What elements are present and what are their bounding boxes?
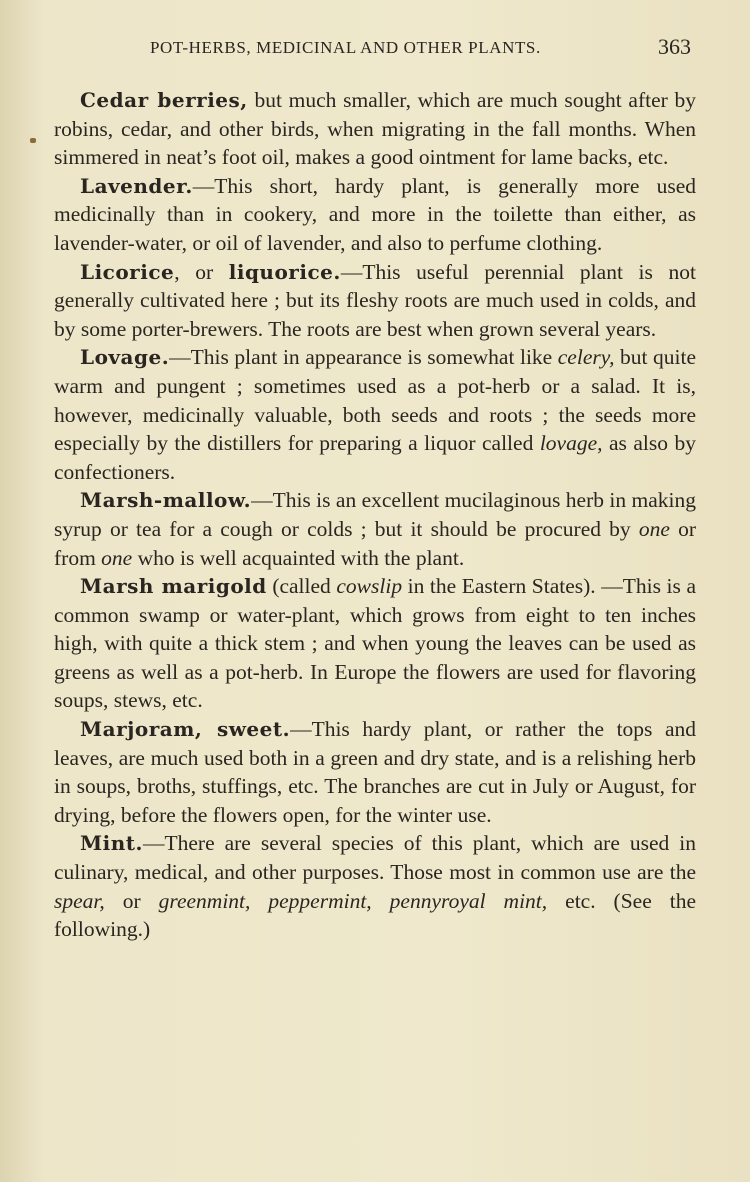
entry-text: —There are several species of this plant, which are used in culinary, medical, and other purposes. Those most in common use are the: [54, 831, 696, 885]
entry-text: but much smaller, which are much sought after by robins, cedar, and other birds, when migrating in the fall months. When simmered in neat’s foot oil, makes a good ointment for lame backs, etc.: [54, 88, 697, 170]
entry-text: who is well acquainted with the plant.: [132, 545, 465, 570]
entry-term: Marjoram, sweet.: [80, 717, 291, 742]
entry-term: Lavender.: [80, 173, 193, 198]
entry-term: Marsh-mallow.: [80, 488, 252, 513]
entry-text: or: [104, 888, 159, 913]
entry-text: as also by confectioners.: [54, 431, 696, 484]
entry-italic: one: [101, 545, 133, 570]
entry-italic: lovage,: [539, 431, 603, 456]
entry-term: Lovage.: [80, 345, 170, 370]
page-header: [150, 34, 695, 64]
entry-mint: [54, 829, 696, 943]
entry-marsh-marigold: [54, 572, 696, 715]
entry-italic: cowslip: [336, 574, 403, 599]
entry-lovage: [54, 343, 696, 486]
entry-text: but quite warm and pungent ; sometimes used as a pot-herb or a salad. It is, however, medicinally valuable, both seeds and roots ; the seeds more especially by the distillers for preparing a liquor called: [54, 345, 697, 456]
entry-text: or from: [54, 516, 696, 570]
entry-term: Licorice: [80, 259, 175, 284]
entry-text: (called: [266, 574, 337, 599]
entry-term: Marsh marigold: [80, 574, 267, 599]
entry-term: Cedar berries,: [80, 88, 248, 112]
entry-text: —This short, hardy plant, is generally more used medicinally than in cookery, and more in the toilette than either, as lavender-water, or oil of lavender, and also to perfume clothing.: [54, 173, 696, 255]
entry-text: —This is an excellent mucilaginous herb in making syrup or tea for a cough or colds ; but it should be procured by: [54, 488, 696, 541]
margin-mark: [30, 138, 36, 143]
entry-cedar-berries: [54, 86, 696, 172]
entry-text: —This plant in appearance is somewhat like: [169, 345, 558, 370]
entry-marsh-mallow: [54, 486, 696, 572]
page-number: 363: [658, 34, 691, 59]
entry-text: —This hardy plant, or rather the tops and leaves, are much used both in a green and dry state, and is a relishing herb in soups, broths, stuffings, etc. The branches are cut in July or August, for drying, before the flowers open, for the winter use.: [54, 717, 696, 827]
running-head: POT-HERBS, MEDICINAL AND OTHER PLANTS.: [150, 38, 541, 57]
entry-term-alternate: liquorice.: [228, 259, 341, 284]
entry-term: Mint.: [80, 831, 143, 856]
entry-italic: one: [638, 516, 670, 541]
entry-text: in the Eastern States). —This is a common swamp or water-plant, which grows from eight to ten inches high, with quite a thick stem ; and when young the leaves can be used as greens as well as a pot-herb. In Europe the flowers are used for flavoring soups, stews, etc.: [54, 574, 696, 713]
entry-italic: celery,: [557, 345, 615, 370]
entry-italic: greenmint, peppermint, pennyroyal mint,: [158, 888, 548, 913]
body-text: [54, 86, 696, 944]
entry-text: —This useful perennial plant is not generally cultivated here ; but its fleshy roots are much used in colds, and by some porter-brewers. The roots are best when grown several years.: [54, 259, 696, 341]
entry-marjoram-sweet: [54, 715, 696, 829]
entry-licorice: [54, 258, 696, 344]
entry-connector: , or: [174, 259, 229, 284]
entry-italic: spear,: [54, 888, 105, 913]
entry-lavender: [54, 172, 696, 258]
entry-text: etc. (See the following.): [54, 888, 697, 942]
